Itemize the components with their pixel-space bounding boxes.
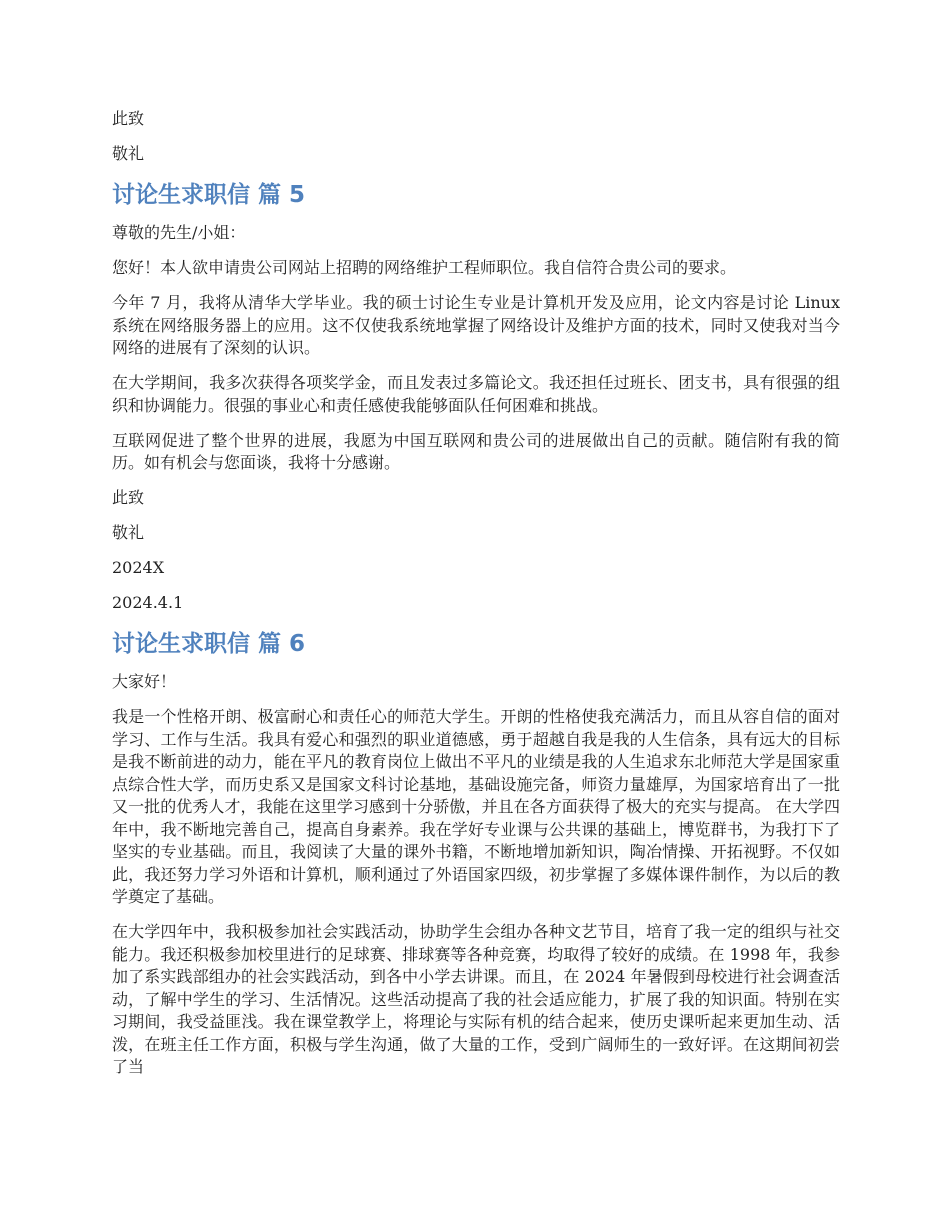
section-heading-6: 讨论生求职信 篇 6 (112, 631, 306, 657)
greeting: 大家好！ (112, 672, 177, 691)
closing-regards: 敬礼 (112, 144, 145, 163)
section-heading-5: 讨论生求职信 篇 5 (112, 182, 306, 208)
paragraph: 互联网促进了整个世界的进展，我愿为中国互联网和贵公司的进展做出自己的贡献。随信附有我的简历。如有机会与您面谈，我将十分感谢。 (112, 430, 840, 472)
paragraph: 在大学期间，我多次获得各项奖学金，而且发表过多篇论文。我还担任过班长、团支书，具有很强的组织和协调能力。很强的事业心和责任感使我能够面队任何困难和挑战。 (112, 373, 840, 415)
paragraph: 您好！本人欲申请贵公司网站上招聘的网络维护工程师职位。我自信符合贵公司的要求。 (112, 258, 737, 277)
closing-regards: 敬礼 (112, 523, 145, 542)
paragraph: 在大学四年中，我积极参加社会实践活动，协助学生会组办各种文艺节目，培育了我一定的组织与社交能力。我还积极参加校里进行的足球赛、排球赛等各种竞赛，均取得了较好的成绩。在 1998 年，我参加了系实践部组办的社会实践活动，到各中小学去讲课。而且，在 2024 年暑假到母校进行社会调查活动，了解中学生的学习、生活情况。这些活动提高了我的社会适应能力，扩展了我的知识面。特别在实习期间，我受益匪浅。我在课堂教学上，将理论与实际有机的结合起来，使历史课听起来更加生动、活泼，在班主任工作方面，积极与学生沟通，做了大量的工作，受到广阔师生的一致好评。在这期间初尝了当 (112, 922, 840, 1076)
greeting: 尊敬的先生/小姐： (112, 223, 246, 242)
signature: 2024X (112, 558, 165, 577)
closing-salutation: 此致 (112, 488, 145, 507)
date: 2024.4.1 (112, 593, 184, 612)
paragraph: 今年 7 月，我将从清华大学毕业。我的硕士讨论生专业是计算机开发及应用，论文内容是讨论 Linux 系统在网络服务器上的应用。这不仅使我系统地掌握了网络设计及维护方面的技术，同时又使我对当今网络的进展有了深刻的认识。 (112, 293, 840, 357)
closing-salutation: 此致 (112, 109, 145, 128)
paragraph: 我是一个性格开朗、极富耐心和责任心的师范大学生。开朗的性格使我充满活力，而且从容自信的面对学习、工作与生活。我具有爱心和强烈的职业道德感，勇于超越自我是我的人生信条，具有远大的目标是我不断前进的动力，能在平凡的教育岗位上做出不平凡的业绩是我的人生追求东北师范大学是国家重点综合性大学，而历史系又是国家文科讨论基地，基础设施完备，师资力量雄厚，为国家培育出了一批又一批的优秀人才，我能在这里学习感到十分骄傲，并且在各方面获得了极大的充实与提高。 在大学四年中，我不断地完善自己，提高自身素养。我在学好专业课与公共课的基础上，博览群书，为我打下了坚实的专业基础。而且，我阅读了大量的课外书籍，不断地增加新知识，陶冶情操、开拓视野。不仅如此，我还努力学习外语和计算机，顺利通过了外语国家四级，初步掌握了多媒体课件制作，为以后的教学奠定了基础。 (112, 707, 840, 906)
document-page (112, 108, 840, 1091)
